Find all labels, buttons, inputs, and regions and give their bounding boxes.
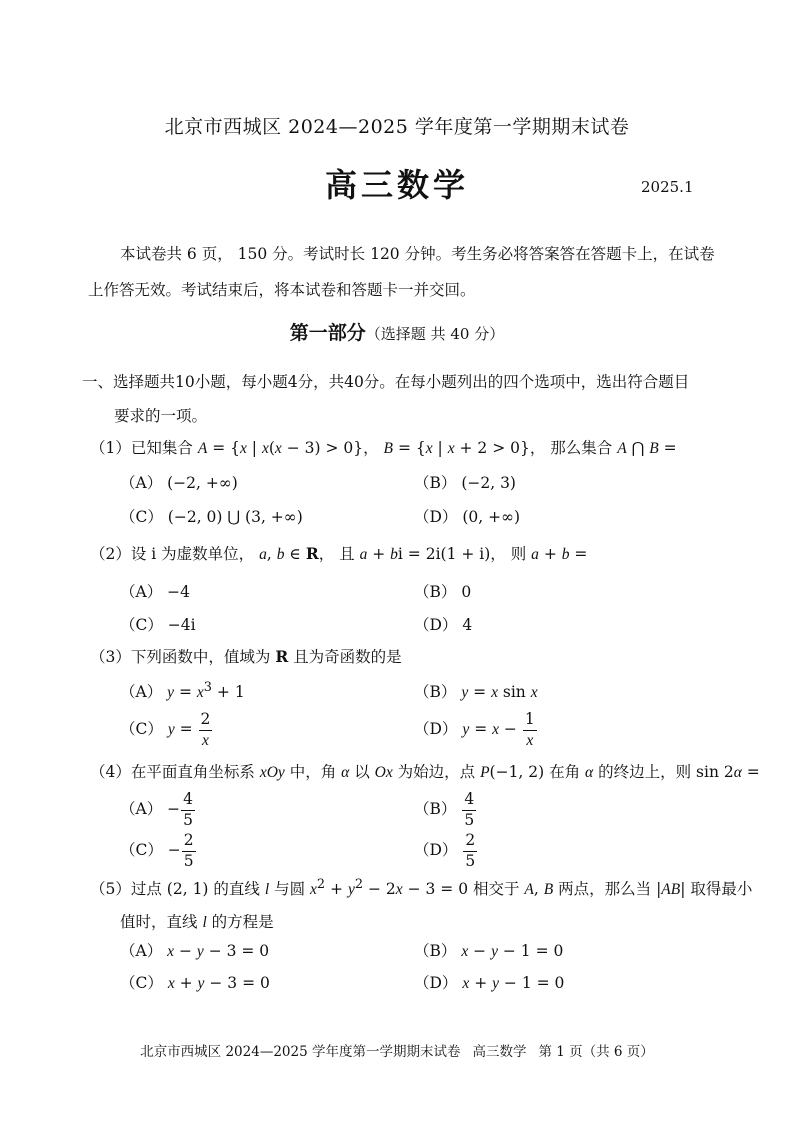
question-5-option-a: （A） x − y − 3 = 0	[120, 942, 270, 960]
section-instruction-line-1: 一、选择题共10小题，每小题4分，共40分。在每小题列出的四个选项中，选出符合题目	[82, 373, 690, 391]
question-1-option-a: （A） (−2, +∞)	[120, 474, 238, 492]
question-5	[90, 877, 752, 899]
footer-page-number: 第 1 页（共 6 页）	[538, 1044, 654, 1060]
question-4	[90, 760, 760, 782]
question-3-number: （3）	[90, 648, 131, 666]
question-2-number: （2）	[90, 545, 131, 563]
question-2-option-d: （D） 4	[414, 616, 473, 634]
question-3	[90, 645, 402, 667]
part-title: 第一部分	[289, 322, 366, 344]
question-2-option-c: （C） −4i	[120, 616, 196, 634]
question-3-stem: 下列函数中，值域为 R 且为奇函数的是	[130, 647, 402, 666]
question-1-option-b: （B） (−2, 3)	[414, 474, 516, 492]
question-5-stem-line-2: 值时，直线 l 的方程是	[120, 913, 274, 931]
question-2	[90, 542, 587, 564]
footer-subject: 高三数学	[472, 1044, 527, 1060]
question-5-option-d: （D） x + y − 1 = 0	[414, 974, 565, 992]
question-5-option-b: （B） x − y − 1 = 0	[414, 942, 564, 960]
question-3-option-c: （C） y = $\frac{2}{x}$	[120, 710, 211, 749]
question-3-option-b: （B） y = x sin x	[414, 683, 538, 701]
question-5-option-c: （C） x + y − 3 = 0	[120, 974, 270, 992]
question-5-number: （5）	[90, 880, 131, 899]
question-3-option-a: （A） $y = x^3 + 1$	[120, 680, 245, 702]
instructions-line-2: 上作答无效。考试结束后，将本试卷和答题卡一并交回。	[88, 281, 476, 299]
question-1-number: （1）	[90, 439, 131, 457]
question-1-stem: 已知集合 A = {x | x(x − 3) > 0}， B = {x | x + 2 > 0}， 那么集合 A ⋂ B =	[130, 439, 677, 457]
question-4-option-a: （A） − $\frac{4}{5}$	[120, 790, 193, 829]
instructions-line-1: 本试卷共 6 页， 150 分。考试时长 120 分钟。考生务必将答案答在答题卡上，在试卷	[120, 245, 715, 263]
question-4-option-d: （D） $\frac{2}{5}$	[414, 831, 476, 870]
page-footer	[0, 1040, 794, 1060]
subject-title: 高三数学	[324, 166, 469, 204]
question-2-option-a: （A） −4	[120, 583, 190, 601]
question-2-stem: 设 i 为虚数单位， a, b ∈ R， 且 a + bi = 2i(1 + i)， 则 a + b =	[130, 544, 588, 563]
section-instruction-line-2: 要求的一项。	[114, 407, 208, 425]
question-1	[90, 436, 677, 458]
part-subtitle: （选择题 共 40 分）	[365, 325, 505, 343]
part-heading	[0, 318, 794, 345]
question-4-option-b: （B） $\frac{4}{5}$	[414, 790, 475, 829]
question-4-stem: 在平面直角坐标系 xOy 中，角 α 以 Ox 为始边，点 P(−1, 2) 在角 α 的终边上，则 sin 2α =	[130, 763, 760, 781]
question-1-option-d: （D） (0, +∞)	[414, 508, 521, 526]
question-4-number: （4）	[90, 763, 131, 781]
instructions	[88, 236, 715, 308]
question-5-stem: 过点 (2, 1) 的直线 l 与圆 $x^2 + y^2 - 2x - 3 = 0$ 相交于 A, B 两点，那么当 |AB| 取得最小	[130, 877, 753, 899]
question-2-option-b: （B） 0	[414, 583, 472, 601]
exam-date: 2025.1	[641, 178, 694, 196]
exam-title: 北京市西城区 2024—2025 学年度第一学期期末试卷	[164, 116, 630, 138]
question-1-option-c: （C） (−2, 0) ⋃ (3, +∞)	[120, 508, 303, 526]
question-4-option-c: （C） − $\frac{2}{5}$	[120, 831, 194, 870]
footer-exam-title: 北京市西城区 2024—2025 学年度第一学期期末试卷	[140, 1044, 461, 1060]
question-3-option-d: （D） y = x − $\frac{1}{x}$	[414, 710, 535, 749]
